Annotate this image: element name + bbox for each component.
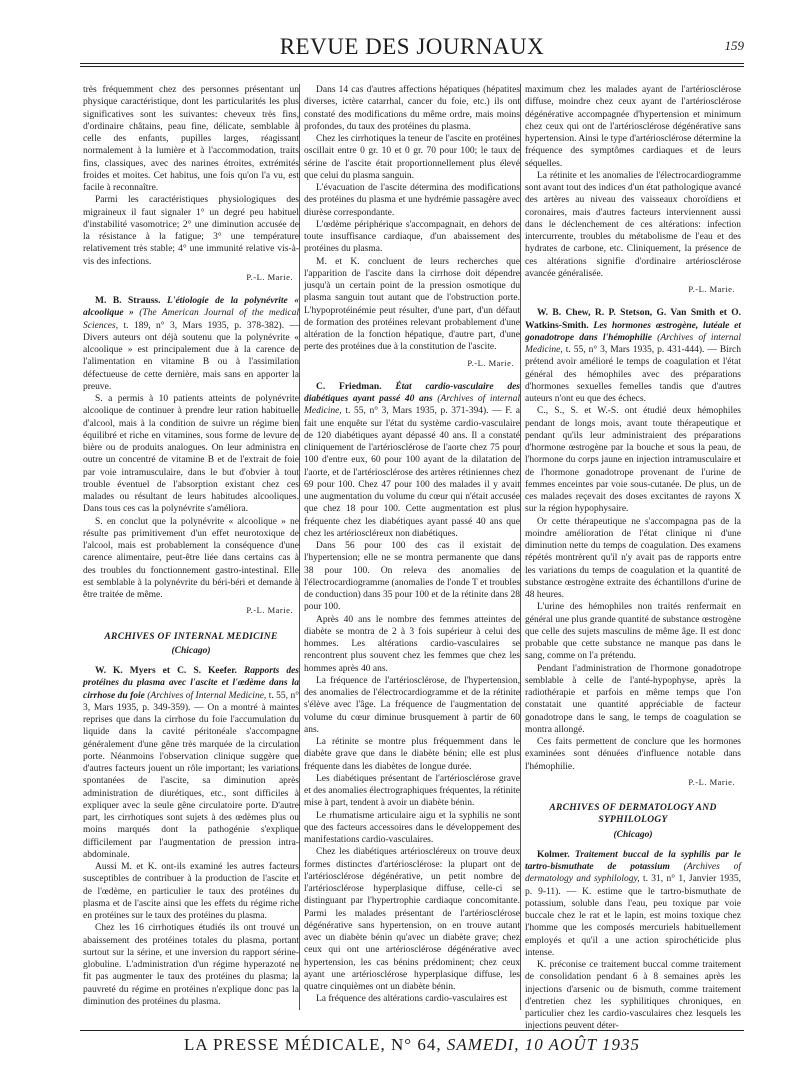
- paragraph: La rétinite se montre plus fréquemment dans le diabète grave que dans le diabète bénin; elle est plus fréquente dans les diabètes de longue durée.: [304, 737, 520, 772]
- paragraph: M. et K. concluent de leurs recherches que l'apparition de l'ascite dans la cirrhose doit dépendre jusqu'à un certain point de la pression osmotique du plasma sanguin tout autant que de l'obstruction porte. L'hypoprotéinémie peut résulter, d'une part, d'un défaut de formation des protéines relevant probablement d'une altération de la fonction hépatique, d'autre part, d'une perte des protéines due à la constitution de l'ascite.: [304, 256, 520, 353]
- abstract-text: — On a montré à maintes reprises que dans la cirrhose du foie l'accumulation du liquide dans la cavité péritonéale s'accompagne généralement d'une gêne très marquée de la circulation porte. Néanmoins l'observation clinique suggère que d'autres facteurs jouent un rôle important; les variations spontanées de l'ascite, sa diminution après administration de diurétiques, etc., sont difficiles à expliquer avec la seule gêne circulatoire porte. D'autre part, les cirrhotiques sont sujets à des œdèmes plus ou moins marqués dont la pathogénie s'explique difficilement par l'augmentation de pression intra-abdominale.: [83, 702, 299, 860]
- paragraph: maximum chez les malades ayant de l'artériosclérose diffuse, moindre chez ceux ayant de l'artériosclérose dégénérative accompagnée d'hypertension et minimum chez ceux qui ont de l'artériosclérose dégénérative sans hypertension. Ainsi le type d'artériosclérose détermine la fréquence des symptômes cardiaques et de leurs séquelles.: [525, 85, 741, 169]
- column-divider: [299, 84, 300, 1010]
- article-reference-number: t. 31, n° 1, Janvier 1935, p. 9-11).: [525, 874, 742, 897]
- paragraph: K. préconise ce traitement buccal comme traitement de consolidation pendant 6 à 8 semaines après les injections d'arsenic ou de bismuth, comme traitement d'entretien chez les syphilitiques chroniques, en particulier chez les cardio-vasculaires chez lesquels les injections peuvent déter-: [525, 960, 741, 1032]
- signature: P.-L. Marie.: [246, 605, 293, 616]
- paragraph: Or cette thérapeutique ne s'accompagna pas de la moindre amélioration de l'état clinique ni d'une diminution nette du temps de coagulation. Des examens répétés montrèrent qu'il n'y avait pas de rapports entre les variations du temps de coagulation et la quantité de substance œstrogène extraite des échantillons d'urine de 48 heures.: [525, 516, 741, 600]
- paragraph: Pendant l'administration de l'hormone gonadotrope semblable à celle de l'anté-hypophyse, après la radiothérapie et parfois en même temps que l'on constatait une quantité appréciable de facteur gonadotrope dans le sang, le temps de coagulation se montra allongé.: [525, 663, 741, 735]
- header-rule: [80, 63, 744, 64]
- article-authors: Kolmer.: [537, 849, 570, 860]
- abstract-text: — K. estime que le tartro-bismuthate de potassium, soluble dans l'eau, peu toxique par voie buccale chez le rat et le lapin, est moins toxique chez l'homme que les composés mercuriels habituellement employés et qu'il a une action spirochéticide plus intense.: [525, 886, 742, 958]
- paragraph: Le rhumatisme articulaire aigu et la syphilis ne sont que des facteurs accessoires dans le développement des manifestations cardio-vasculaires.: [304, 810, 520, 845]
- article-title: L'étiologie de la polynévrite « alcoolique »: [83, 296, 300, 319]
- paragraph: L'œdème périphérique s'accompagnait, en dehors de toute insuffisance cardiaque, d'un abaissement des protéines du plasma.: [304, 219, 520, 255]
- footer-journal: LA PRESSE MÉDICALE, N° 64,: [184, 1035, 442, 1054]
- paragraph: S. a permis à 10 patients atteints de polynévrite alcoolique de continuer à prendre leur ration habituelle d'alcool, mais à la condition de suivre un régime bien équilibré et riche en vitamines, sous forme de levure de bière ou de produits analogues. On leur administra en outre un concentré de vitamine B et de l'extrait de foie par voie intramusculaire, dans le but d'obvier à tout trouble éventuel de l'absorption existant chez ces malades ou résultant de leurs habitudes alcooliques. Dans tous ces cas la polynévrite s'améliora.: [83, 394, 299, 515]
- journal-city: (Chicago): [613, 829, 653, 840]
- footer-rule: [80, 1030, 744, 1031]
- article-reference: (Archives of internal Medicine,: [304, 394, 520, 417]
- article-title: État cardio-vasculaire des diabétiques ayant passé 40 ans: [304, 381, 520, 404]
- page-header: [80, 34, 744, 68]
- article-reference-number: t. 55, n° 3, Mars 1935, p. 371-394).: [345, 406, 489, 417]
- journal-city: (Chicago): [171, 645, 211, 656]
- paragraph: C., S., S. et W.-S. ont étudié deux hémophiles pendant de longs mois, avant toute thérapeutique et pendant qu'ils leur administraient des préparations d'hormone œstrogène par la bouche et sous la peau, de l'hormone du corps jaune en injection intramusculaire et de l'hormone gonadotrope provenant de l'urine de femmes enceintes par voie sous-cutanée. De plus, un de ces malades reçevait des doses excitantes de rayons X sur la région hypophysaire.: [525, 406, 741, 515]
- journal-section-heading: ARCHIVES OF DERMATOLOGY AND SYPHILOLOGY: [549, 803, 717, 826]
- paragraph: Parmi les caractéristiques physiologiques des migraineux il faut signaler 1° un degré peu habituel d'instabilité vasomotrice; 2° une diminution accusée de la résistance à la fatigue; 3° une température relativement très stable; 4° une immunité relative vis-à-vis des infections.: [83, 195, 299, 267]
- abstract-heading: [525, 849, 741, 959]
- abstract-text: — Birch prétend avoir amélioré le temps de coagulation et l'état général des hémophiles avec des préparations d'hormones sexuelles femelles tandis que d'autres auteurs n'ont eu que des échecs.: [525, 345, 742, 404]
- article-title: Traitement buccal de la syphilis par le tartro-bismuthate de potassium: [525, 849, 742, 872]
- paragraph: La fréquence des altérations cardio-vasculaires est: [316, 994, 508, 1005]
- article-reference-number: t. 55, n° 3, Mars 1935, p. 349-359).: [83, 690, 299, 713]
- article-reference: (Archives of Internal Medicine,: [147, 690, 267, 701]
- abstract-text: — F. a fait une enquête sur l'état du système cardio-vasculaire de 120 diabétiques ayant dépassé 40 ans. Il a constaté cliniquement de l'artériosclérose de l'aorte chez 75 pour 100 d'entre eux, 60 pour 100 ayant de la dilatation de l'aorte, et de l'artériosclérose des artères rétiniennes chez 69 pour 100. Chez 47 pour 100 des malades il y avait une augmentation du volume du cœur qui n'était accusée que chez 18 pour 100. Cette augmentation est plus fréquente chez les diabétiques ayant passé 40 ans que chez les artérioscléreux non diabétiques.: [304, 406, 520, 539]
- page-footer: [80, 1030, 744, 1060]
- paragraph: Dans 14 cas d'autres affections hépatiques (hépatites diverses, ictère catarrhal, cancer du foie, etc.) ils ont constaté des modifications du même ordre, mais moins profondes, du taux des protéines du plasma.: [304, 85, 520, 132]
- article-reference: (Archives of internal Medicine,: [525, 332, 741, 355]
- abstract-heading: [83, 665, 299, 861]
- article-reference: (Archives of dermatology and syphilology,: [525, 862, 741, 885]
- article-title: Les hormones œstrogène, lutéale et gonadotrope dans l'hémophilie: [525, 320, 742, 343]
- signature: P.-L. Marie.: [246, 271, 293, 282]
- article-authors: C. Friedman.: [316, 381, 382, 392]
- paragraph: Chez les diabétiques artérioscléreux on trouve deux formes distinctes d'artériosclérose: la plupart ont de l'artériosclérose dégénérative, un petit nombre de l'artériosclérose hyperplasique diffuse, celle-ci se distinguant par l'hypertrophie cardiaque concomitante. Parmi les malades présentant de l'artériosclérose dégénérative sans hypertension, on en trouve autant avec un diabète bénin qu'avec un diabète grave; chez ceux qui ont une artériosclérose dégénérative avec hypertension, les cas bénins prédominent; chez ceux ayant une artériosclérose hyperplasique diffuse, les quatre cinquièmes ont un diabète bénin.: [304, 847, 520, 992]
- article-reference-number: t. 55, n° 3, Mars 1935, p. 431-444).: [565, 345, 705, 355]
- paragraph: L'évacuation de l'ascite détermina des modifications des protéines du plasma et une hydrémie passagère avec diurèse correspondante.: [304, 183, 520, 218]
- abstract-heading: [304, 381, 520, 540]
- paragraph: Chez les cirrhotiques la teneur de l'ascite en protéines oscillait entre 0 gr. 10 et 0 gr. 70 pour 100; le taux de sérine de l'ascite était proportionnellement plus élevé que celui du plasma sanguin.: [304, 134, 520, 181]
- page-number: 159: [724, 38, 744, 53]
- article-title: Rapports des protéines du plasma avec l'ascite et l'œdème dans la cirrhose du foie: [83, 666, 300, 701]
- article-authors: M. B. Strauss.: [95, 296, 161, 306]
- abstract-heading: [83, 295, 299, 393]
- footer-line: [80, 1035, 744, 1055]
- paragraph: S. en conclut que la polynévrite « alcoolique » ne résulte pas primitivement d'un effet neurotoxique de l'alcool, mais est probablement la conséquence d'une carence alimentaire, peut-être liée dans certains cas à des troubles du fonctionnement gastro-intestinal. Elle est semblable à la polynévrite du béri-béri et demande à être traitée de même.: [83, 516, 299, 600]
- paragraph: Aussi M. et K. ont-ils examiné les autres facteurs susceptibles de contribuer à la production de l'ascite et de l'œdème, en particulier le taux des protéines du plasma et de l'ascite ainsi que les effets du régime riche en protéines sur le taux des protéines du plasma.: [83, 862, 299, 921]
- footer-date: SAMEDI, 10 AOÛT 1935: [446, 1035, 640, 1054]
- column-right: [525, 84, 742, 1032]
- paragraph: L'urine des hémophiles non traités renfermait en général une plus grande quantité de substance œstrogène que celle des sujets masculins de même âge. Il est donc probable que cette substance ne manque pas dans le sang, comme on l'a prétendu.: [525, 602, 741, 662]
- paragraph: La rétinite et les anomalies de l'électrocardiogramme sont avant tout des indices d'un état pathologique avancé des artères au niveau des vaisseaux choroïdiens et coronaires, mais d'autres facteurs interviennent aussi dans le déclenchement de ces altérations: infection intercurrente, troubles du métabolisme de l'eau et des hydrates de carbone, etc. Cliniquement, la présence de ces altérations signifie d'ordinaire artériosclérose avancée généralisée.: [525, 170, 741, 279]
- signature: P.-L. Marie.: [467, 357, 514, 368]
- journal-section-title: REVUE DES JOURNAUX: [279, 34, 545, 59]
- paragraph: Après 40 ans le nombre des femmes atteintes de diabète se montra de 2 à 3 fois supérieur à celui des hommes. Les altérations cardio-vasculaires se rencontrent plus souvent chez les femmes que chez les hommes après 40 ans.: [304, 614, 520, 674]
- paragraph: La fréquence de l'artériosclérose, de l'hypertension, des anomalies de l'électrocardiogramme et de la rétinite s'élève avec l'âge. La fréquence de l'augmentation de volume du cœur diminue brusquement à partir de 60 ans.: [304, 675, 520, 735]
- abstract-heading: [525, 307, 741, 405]
- article-reference-number: t. 189, n° 3, Mars 1935, p. 378-382).: [123, 320, 285, 331]
- journal-section-heading: ARCHIVES OF INTERNAL MEDICINE: [104, 631, 278, 642]
- paragraph: Les diabétiques présentant de l'artériosclérose grave et des anomalies électrographiques fréquentes, la rétinite mise à part, tendent à avoir un diabète bénin.: [304, 773, 520, 809]
- abstract-text: — Divers auteurs ont déjà soutenu que la polynévrite « alcoolique » est principalement due à la carence de l'alimentation en vitamine B ou à l'assimilation défectueuse de cette dernière, mais sans en apporter la preuve.: [83, 320, 300, 392]
- article-authors: W. B. Chew, R. P. Stetson, G. Van Smith et O. Watkins-Smith.: [525, 308, 741, 331]
- article-reference: (The American Journal of the medical Sciences,: [83, 308, 300, 331]
- paragraph: Chez les 16 cirrhotiques étudiés ils ont trouvé un abaissement des protéines totales du plasma, portant surtout sur la sérine, et une inversion du rapport sérine-globuline. L'administration d'un régime hyperazoté ne fit pas augmenter le taux des protéines du plasma; la pauvreté du régime en protéines n'explique donc pas la diminution des protéines du plasma.: [83, 923, 299, 1007]
- column-divider: [520, 84, 521, 1010]
- header-rule-thin: [80, 66, 744, 67]
- paragraph: très fréquemment chez des personnes présentant un physique caractéristique, dont les particularités les plus significatives sont les suivantes: cheveux très fins, d'ordinaire châtains, peau fine, délicate, semblable à celle des enfants, pupilles larges, réagissant normalement à la lumière et à l'accommodation, traits fins, classiques, avec des narines étroites, extrémités froides et moites. Cet habitus, une fois qu'on l'a vu, est facile à reconnaître.: [83, 85, 299, 193]
- paragraph: Dans 56 pour 100 des cas il existait de l'hypertension; elle ne se montra permanente que dans 38 pour 100. On releva des anomalies de l'électrocardiogramme (anomalies de l'onde T et troubles de conduction) dans 35 pour 100 et de la rétinite dans 28 pour 100.: [304, 541, 520, 613]
- paragraph: Ces faits permettent de conclure que les hormones examinées sont dénuées d'influence notable dans l'hémophilie.: [525, 737, 741, 772]
- column-left: [83, 84, 299, 1016]
- article-authors: W. K. Myers et C. S. Keefer.: [95, 666, 237, 676]
- signature: P.-L. Marie.: [688, 776, 735, 787]
- column-middle: [304, 84, 520, 1016]
- signature: P.-L. Marie.: [688, 284, 735, 294]
